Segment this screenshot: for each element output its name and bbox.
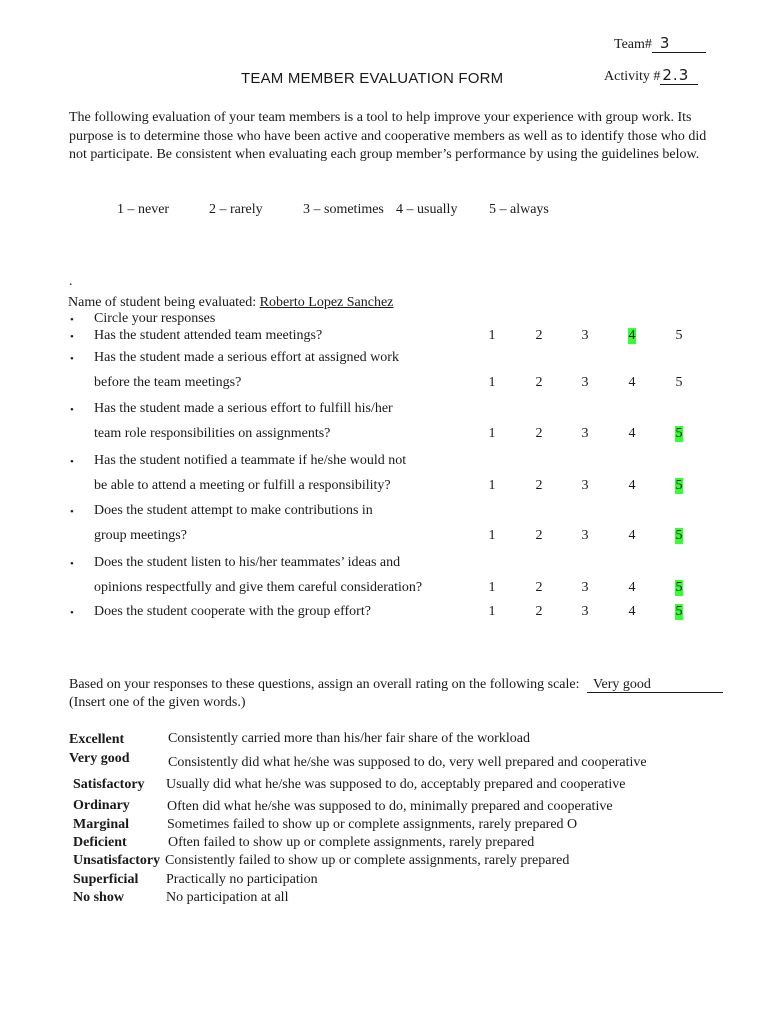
question-text-continued: opinions respectfully and give them careful consideration? [94,580,423,595]
question-text: Has the student made a serious effort at assigned work [94,350,399,365]
legend-term: Superficial [73,872,139,887]
rating-option-selected[interactable]: 5 [675,426,683,441]
legend-description: Often did what he/she was supposed to do, minimally prepared and cooperative [167,799,613,814]
question-text-continued: be able to attend a meeting or fulfill a responsibility? [94,478,391,493]
rating-option[interactable]: 2 [535,426,543,441]
bullet-icon: • [70,607,74,619]
question-text: Does the student attempt to make contributions in [94,503,373,518]
activity-label: Activity # [604,69,661,84]
scale-item: 2 – rarely [209,202,263,217]
question-text-continued: before the team meetings? [94,375,242,390]
legend-term: Very good [69,751,130,766]
legend-description: Sometimes failed to show up or complete assignments, rarely prepared O [167,817,578,832]
bullet-icon: • [70,456,74,468]
rating-option[interactable]: 1 [488,426,496,441]
rating-option[interactable]: 4 [628,528,636,543]
question-text-continued: team role responsibilities on assignments? [94,426,331,441]
rating-option[interactable]: 2 [535,580,543,595]
rating-option[interactable]: 4 [628,426,636,441]
page-title: TEAM MEMBER EVALUATION FORM [241,70,504,87]
rating-option-selected[interactable]: 5 [675,528,683,543]
rating-option-selected[interactable]: 5 [675,580,683,595]
rating-option-selected[interactable]: 5 [675,478,683,493]
bullet-icon: • [70,558,74,570]
bullet-icon: • [70,331,74,343]
bullet-icon: • [70,353,74,365]
rating-option[interactable]: 1 [488,528,496,543]
bullet-icon: • [70,314,74,326]
scale-item: 4 – usually [396,202,458,217]
scale-item: 5 – always [489,202,549,217]
legend-description: Consistently did what he/she was supposed to do, very well prepared and cooperative [168,755,647,770]
rating-option[interactable]: 4 [628,604,636,619]
team-value[interactable]: 3 [652,34,706,53]
question-text: Does the student cooperate with the group effort? [94,604,371,619]
question-text: Has the student made a serious effort to fulfill his/her [94,401,393,416]
legend-term: Marginal [73,817,129,832]
legend-description: Often failed to show up or complete assignments, rarely prepared [168,835,535,850]
rating-option[interactable]: 3 [581,580,589,595]
rating-option[interactable]: 2 [535,375,543,390]
section-dot: . [69,274,73,289]
legend-term: Unsatisfactory [73,853,161,868]
bullet-icon: • [70,404,74,416]
question-text: Does the student listen to his/her teammates’ ideas and [94,555,401,570]
team-label: Team# [614,37,652,52]
question-text-continued: group meetings? [94,528,187,543]
legend-term: Satisfactory [73,777,145,792]
overall-rating-field[interactable]: Very good [587,677,723,693]
rating-option[interactable]: 1 [488,478,496,493]
legend-term: Ordinary [73,798,130,813]
legend-term: Deficient [73,835,127,850]
rating-option[interactable]: 3 [581,528,589,543]
student-name-label: Name of student being evaluated: [68,295,257,310]
instruction-text: Circle your responses [94,311,216,326]
rating-option[interactable]: 5 [675,328,683,343]
legend-description: Consistently carried more than his/her fair share of the workload [168,731,530,746]
student-name-value[interactable]: Roberto Lopez Sanchez [259,295,394,310]
rating-option[interactable]: 3 [581,478,589,493]
rating-option[interactable]: 1 [488,328,496,343]
rating-option[interactable]: 4 [628,580,636,595]
rating-option[interactable]: 5 [675,375,683,390]
rating-option[interactable]: 2 [535,604,543,619]
rating-option[interactable]: 3 [581,328,589,343]
rating-option-selected[interactable]: 4 [628,328,636,343]
legend-term: No show [73,890,124,905]
activity-number-field [604,66,698,85]
rating-option[interactable]: 1 [488,375,496,390]
intro-paragraph: The following evaluation of your team members is a tool to help improve your experience with group work. Its purpose is to determine those who have been active and cooperative members as well as to identify those who did not participate. Be consistent when evaluating each group member’s performance by using the guidelines below. [69,110,707,162]
activity-value[interactable]: 2.3 [660,66,698,85]
bullet-icon: • [70,506,74,518]
legend-description: Practically no participation [166,872,318,887]
legend-description: No participation at all [166,890,289,905]
student-name-line [68,295,393,311]
rating-option[interactable]: 1 [488,604,496,619]
rating-option[interactable]: 3 [581,375,589,390]
rating-option-selected[interactable]: 5 [675,604,683,619]
rating-option[interactable]: 3 [581,426,589,441]
rating-option[interactable]: 2 [535,528,543,543]
legend-term: Excellent [69,732,125,747]
rating-option[interactable]: 2 [535,478,543,493]
question-text: Has the student attended team meetings? [94,328,323,343]
rating-option[interactable]: 4 [628,478,636,493]
rating-option[interactable]: 1 [488,580,496,595]
overall-prompt: Based on your responses to these questions, assign an overall rating on the following scale: [69,677,580,692]
overall-note: (Insert one of the given words.) [69,695,246,710]
team-number-field [614,34,706,53]
scale-item: 1 – never [117,202,170,217]
scale-item: 3 – sometimes [303,202,384,217]
rating-option[interactable]: 4 [628,375,636,390]
legend-description: Consistently failed to show up or complete assignments, rarely prepared [165,853,570,868]
legend-description: Usually did what he/she was supposed to do, acceptably prepared and cooperative [166,777,626,792]
rating-option[interactable]: 2 [535,328,543,343]
rating-option[interactable]: 3 [581,604,589,619]
question-text: Has the student notified a teammate if he/she would not [94,453,407,468]
